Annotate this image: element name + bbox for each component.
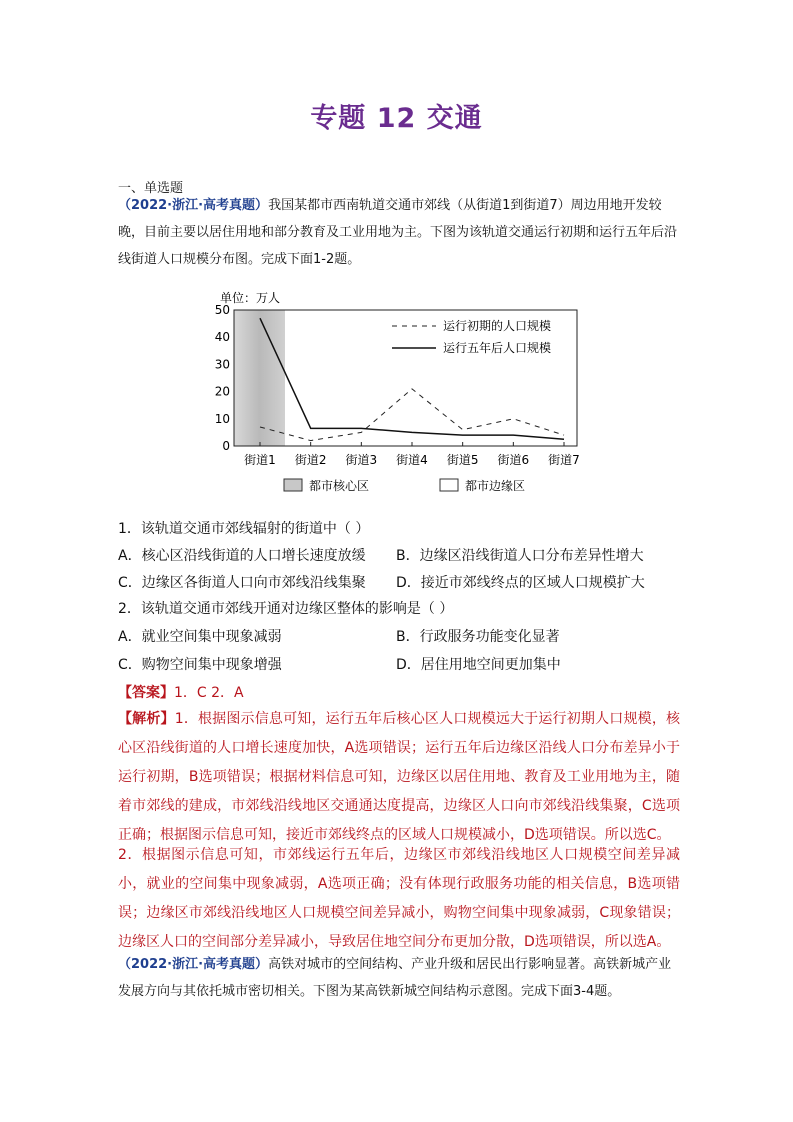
q1-option-c[interactable]: C．边缘区各街道人口向市郊线沿线集聚 (118, 575, 366, 591)
q1-option-a[interactable]: A．核心区沿线街道的人口增长速度放缓 (118, 548, 366, 564)
y-tick-label: 30 (214, 357, 230, 372)
population-chart (214, 286, 594, 501)
area-legend (284, 478, 525, 493)
y-tick-label: 50 (214, 303, 230, 317)
x-tick-label: 街道1 (244, 453, 276, 467)
q2-option-a[interactable]: A．就业空间集中现象减弱 (118, 629, 282, 645)
answer-text: 1．C 2．A (174, 685, 244, 701)
x-tick-label: 街道5 (446, 453, 479, 467)
x-tick-label: 街道3 (345, 453, 378, 467)
core-legend-swatch (284, 479, 302, 491)
analysis-paragraph-2: 2．根据图示信息可知，市郊线运行五年后，边缘区市郊线沿线地区人口规模空间差异减小，就业的空间集中现象减弱，A选项正确；没有体现行政服务功能的相关信息，B选项错误；边缘区市郊线沿线地区人口规模空间差异减小，购物空间集中现象减弱，C现象错误；边缘区人口的空间部分差异减小，导致居住地空间分布更加分散，D选项错误，所以选A。 (118, 847, 680, 950)
question-2-stem: 2．该轨道交通市郊线开通对边缘区整体的影响是（ ） (118, 601, 454, 617)
analysis-tag: 【解析】 (118, 711, 175, 727)
q2-option-c[interactable]: C．购物空间集中现象增强 (118, 657, 282, 673)
y-tick-label: 10 (214, 411, 230, 426)
chart-legend (392, 318, 551, 355)
q1-option-b[interactable]: B．边缘区沿线街道人口分布差异性增大 (396, 548, 644, 564)
page-title: 专题 12 交通 (310, 103, 483, 134)
legend-initial-label: 运行初期的人口规模 (443, 319, 552, 333)
answer-tag: 【答案】 (118, 685, 174, 701)
analysis-text-1: 1．根据图示信息可知，运行五年后核心区人口规模远大于运行初期人口规模，核心区沿线街道的人口增长速度加快，A选项错误；运行五年后边缘区沿线人口分布差异小于运行初期，B选项错误；根据材料信息可知，边缘区以居住用地、教育及工业用地为主，随着市郊线的建成，市郊线沿线地区交通通达度提高，边缘区人口向市郊线沿线集聚，C选项正确；根据图示信息可知，接近市郊线终点的区域人口规模减小，D选项错误。所以选C。 (118, 711, 681, 843)
x-tick-label: 街道4 (396, 453, 428, 467)
source-tag: （2022·浙江·高考真题） (118, 198, 269, 213)
x-tick-label: 街道6 (497, 453, 530, 467)
q2-option-b[interactable]: B．行政服务功能变化显著 (396, 629, 560, 645)
edge-legend-swatch (440, 479, 458, 491)
core-area-shading (234, 310, 285, 446)
q1-option-d[interactable]: D．接近市郊线终点的区域人口规模扩大 (396, 575, 645, 591)
analysis-paragraph-1 (118, 705, 680, 850)
legend-five-year-label: 运行五年后人口规模 (443, 341, 552, 355)
answer-line (118, 682, 244, 702)
next-text: 高铁对城市的空间结构、产业升级和居民出行影响显著。高铁新城产业发展方向与其依托城市密切相关。下图为某高铁新城空间结构示意图。完成下面3-4题。 (118, 957, 672, 999)
question-1-stem: 1．该轨道交通市郊线辐射的街道中（ ） (118, 521, 370, 537)
chart-svg (214, 286, 594, 501)
series-five-year-line (260, 318, 564, 439)
y-tick-label: 20 (214, 384, 230, 399)
y-tick-label: 0 (222, 439, 230, 453)
q2-option-d[interactable]: D．居住用地空间更加集中 (396, 657, 561, 673)
edge-legend-label: 都市边缘区 (465, 479, 526, 493)
next-question-paragraph (118, 951, 680, 1005)
y-tick-label: 40 (214, 330, 230, 345)
x-tick-label: 街道2 (294, 453, 327, 467)
x-tick-label: 街道7 (548, 453, 580, 467)
core-legend-label: 都市核心区 (309, 479, 370, 493)
section-heading: 一、单选题 (118, 181, 184, 196)
next-source-tag: （2022·浙江·高考真题） (118, 957, 269, 972)
intro-text: 我国某都市西南轨道交通市郊线（从街道1到街道7）周边用地开发较晚，目前主要以居住用地和部分教育及工业用地为主。下图为该轨道交通运行初期和运行五年后沿线街道人口规模分布图。完成下面1-2题。 (118, 198, 678, 267)
intro-paragraph (118, 192, 678, 273)
unit-label: 单位：万人 (220, 291, 281, 305)
